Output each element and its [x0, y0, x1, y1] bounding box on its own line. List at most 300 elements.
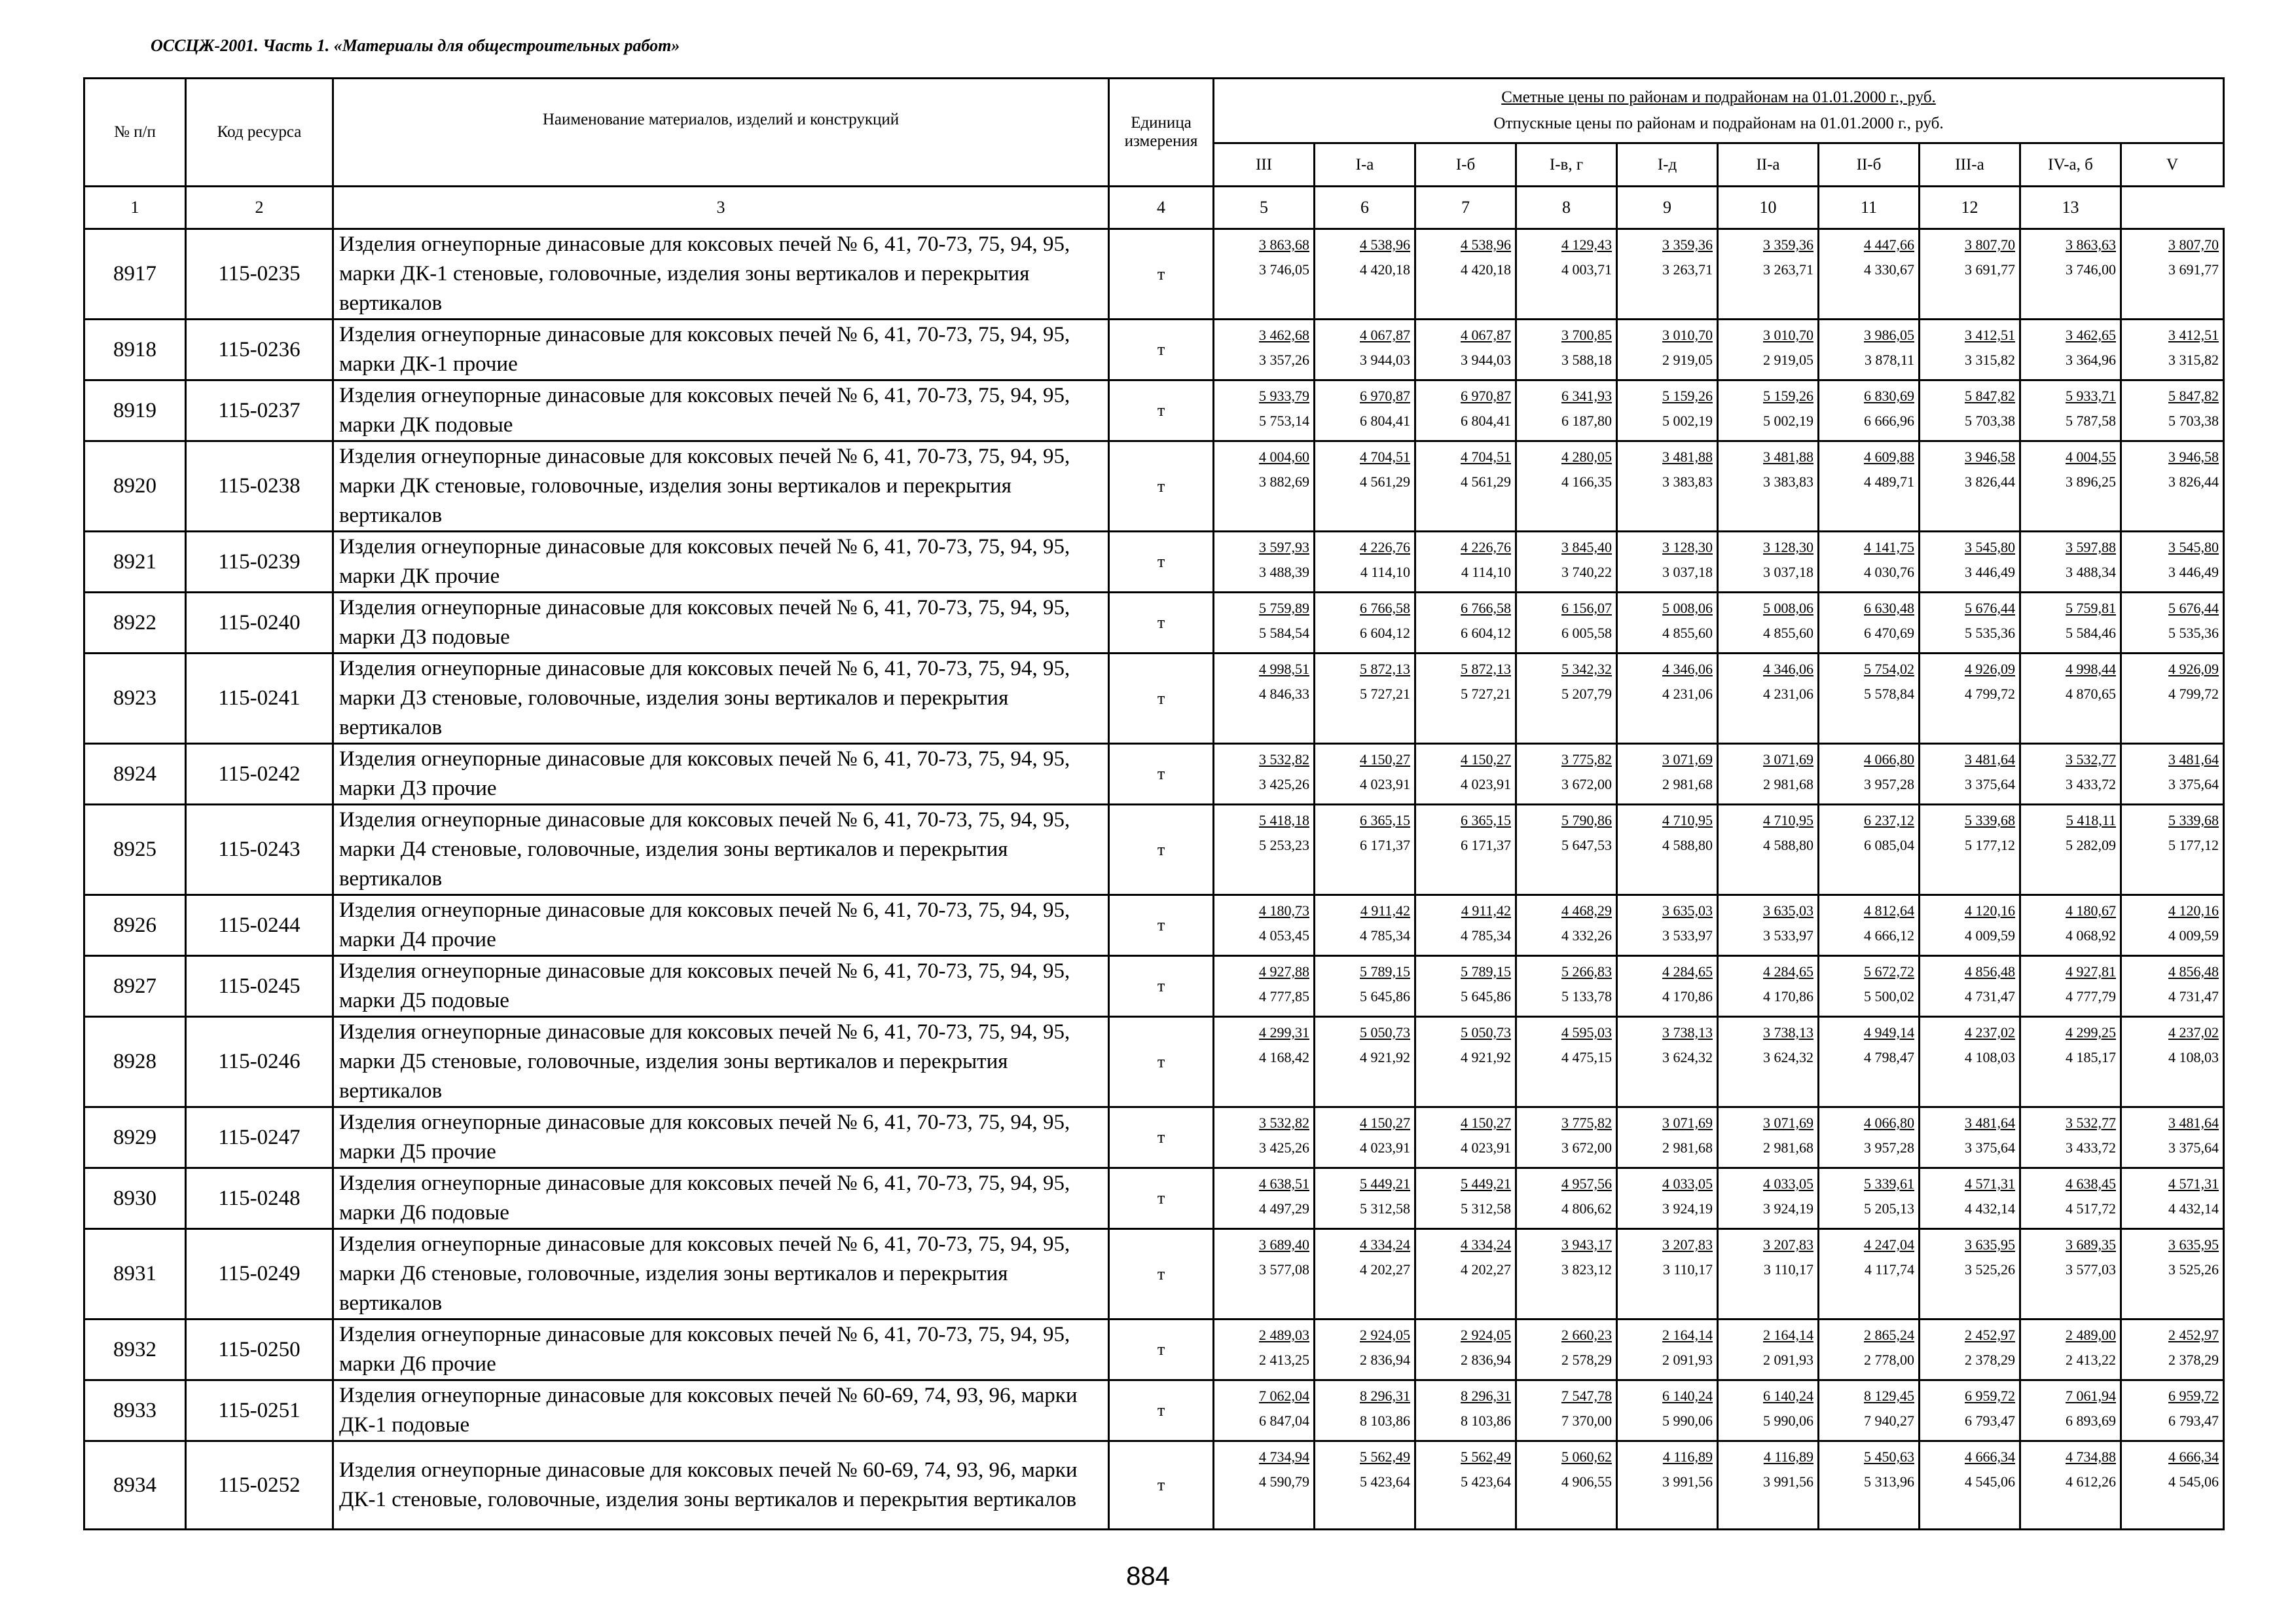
release-price: 4 432,14 [1965, 1200, 2015, 1217]
estimate-price: 3 689,35 [2066, 1236, 2116, 1253]
price-cell [1214, 1441, 1315, 1530]
estimate-price: 5 790,86 [1561, 812, 1612, 828]
region-header: I-а [1315, 143, 1415, 187]
estimate-price: 4 734,94 [1259, 1449, 1309, 1465]
row-number: 8918 [84, 320, 186, 380]
estimate-price: 4 120,16 [2168, 902, 2219, 919]
release-price: 4 202,27 [1461, 1261, 1511, 1278]
price-cell [1819, 1441, 1920, 1530]
price-cell [1214, 320, 1315, 380]
estimate-price: 4 812,64 [1864, 902, 1914, 919]
row-number: 8920 [84, 441, 186, 532]
estimate-price: 6 630,48 [1864, 600, 1914, 616]
estimate-price: 5 759,81 [2066, 600, 2116, 616]
release-price: 5 002,19 [1662, 413, 1713, 429]
release-price: 3 488,39 [1259, 564, 1309, 580]
release-price: 5 423,64 [1461, 1473, 1511, 1490]
release-price: 3 746,05 [1259, 261, 1309, 278]
price-cell [1920, 1168, 2020, 1229]
release-price: 5 313,96 [1864, 1473, 1914, 1490]
release-price: 4 003,71 [1561, 261, 1612, 278]
price-cell [1516, 532, 1617, 593]
estimate-price: 4 150,27 [1360, 751, 1410, 767]
table-row [84, 1168, 2224, 1229]
price-cell [1214, 805, 1315, 895]
price-cell [1718, 229, 1819, 320]
release-price: 2 578,29 [1561, 1352, 1612, 1368]
price-table [83, 77, 2225, 1530]
price-cell [1819, 956, 1920, 1017]
col-header-code: Код ресурса [186, 79, 333, 187]
estimate-price: 4 141,75 [1864, 539, 1914, 555]
price-cell [1516, 805, 1617, 895]
estimate-price: 5 050,73 [1461, 1024, 1511, 1041]
price-cell [1415, 956, 1516, 1017]
release-price: 2 378,29 [1965, 1352, 2015, 1368]
price-cell [1718, 654, 1819, 744]
price-cell [1819, 1017, 1920, 1107]
release-price: 2 836,94 [1360, 1352, 1410, 1368]
column-number: 6 [1315, 187, 1415, 229]
price-cell [1516, 654, 1617, 744]
release-price: 6 171,37 [1360, 837, 1410, 853]
release-price: 4 870,65 [2066, 686, 2116, 702]
release-price: 5 727,21 [1461, 686, 1511, 702]
release-price: 2 413,25 [1259, 1352, 1309, 1368]
price-cell [1617, 1229, 1718, 1320]
table-row [84, 380, 2224, 441]
price-cell [1920, 895, 2020, 956]
document-header: ОССЦЖ-2001. Часть 1. «Материалы для общестроительных работ» [151, 36, 680, 55]
price-cell [1718, 441, 1819, 532]
release-price: 4 114,10 [1360, 564, 1410, 580]
release-price: 2 919,05 [1662, 352, 1713, 368]
table-row [84, 805, 2224, 895]
price-cell [1415, 744, 1516, 805]
price-cell [1718, 956, 1819, 1017]
release-price: 3 896,25 [2066, 473, 2116, 490]
release-price: 4 330,67 [1864, 261, 1914, 278]
row-number: 8930 [84, 1168, 186, 1229]
estimate-price: 4 998,51 [1259, 661, 1309, 677]
price-cell [1315, 1168, 1415, 1229]
release-price: 5 647,53 [1561, 837, 1612, 853]
price-cell [2020, 593, 2121, 654]
estimate-price: 3 597,93 [1259, 539, 1309, 555]
unit: т [1109, 1017, 1214, 1107]
price-cell [1516, 1380, 1617, 1441]
price-cell [1214, 1320, 1315, 1380]
estimate-price: 4 704,51 [1360, 449, 1410, 465]
estimate-price: 2 452,97 [1965, 1327, 2015, 1343]
estimate-price: 3 462,68 [1259, 327, 1309, 343]
release-price: 3 425,26 [1259, 776, 1309, 792]
release-price: 5 703,38 [1965, 413, 2015, 429]
unit: т [1109, 654, 1214, 744]
release-price: 3 263,71 [1763, 261, 1813, 278]
release-price: 3 957,28 [1864, 776, 1914, 792]
price-cell [1214, 744, 1315, 805]
estimate-price: 4 237,02 [2168, 1024, 2219, 1041]
release-price: 6 793,47 [1965, 1412, 2015, 1429]
region-header: I-в, г [1516, 143, 1617, 187]
price-cell [2121, 895, 2224, 956]
release-price: 3 364,96 [2066, 352, 2116, 368]
price-cell [1214, 441, 1315, 532]
price-cell [2020, 380, 2121, 441]
estimate-price: 5 847,82 [2168, 388, 2219, 404]
price-cell [1516, 1017, 1617, 1107]
release-price: 5 312,58 [1461, 1200, 1511, 1217]
release-price: 6 847,04 [1259, 1412, 1309, 1429]
estimate-price: 4 538,96 [1461, 236, 1511, 253]
price-cell [1415, 654, 1516, 744]
release-price: 4 170,86 [1763, 988, 1813, 1005]
release-price: 5 500,02 [1864, 988, 1914, 1005]
estimate-price: 4 284,65 [1763, 963, 1813, 980]
price-cell [2020, 895, 2121, 956]
release-price: 6 171,37 [1461, 837, 1511, 853]
price-cell [1920, 441, 2020, 532]
estimate-price: 5 754,02 [1864, 661, 1914, 677]
price-cell [1920, 1441, 2020, 1530]
material-name: Изделия огнеупорные динасовые для коксовых печей № 6, 41, 70-73, 75, 94, 95, марки ДК прочие [333, 532, 1109, 593]
price-cell [2020, 1168, 2121, 1229]
page-number: 884 [1126, 1562, 1170, 1591]
estimate-price: 3 943,17 [1561, 1236, 1612, 1253]
estimate-price: 3 863,63 [2066, 236, 2116, 253]
price-cell [1415, 532, 1516, 593]
price-cell [1315, 532, 1415, 593]
estimate-price: 4 120,16 [1965, 902, 2015, 919]
estimate-price: 4 998,44 [2066, 661, 2116, 677]
unit: т [1109, 441, 1214, 532]
estimate-price: 4 004,60 [1259, 449, 1309, 465]
release-price: 5 584,46 [2066, 625, 2116, 641]
price-cell [1516, 1320, 1617, 1380]
release-price: 6 604,12 [1360, 625, 1410, 641]
estimate-price: 7 062,04 [1259, 1388, 1309, 1404]
estimate-price: 3 946,58 [1965, 449, 2015, 465]
price-cell [1718, 1380, 1819, 1441]
estimate-price: 5 789,15 [1360, 963, 1410, 980]
estimate-price: 6 156,07 [1561, 600, 1612, 616]
row-number: 8919 [84, 380, 186, 441]
price-cell [2121, 229, 2224, 320]
price-cell [1415, 1107, 1516, 1168]
release-price: 4 855,60 [1763, 625, 1813, 641]
estimate-price: 4 284,65 [1662, 963, 1713, 980]
price-cell [1617, 441, 1718, 532]
price-cell [1516, 956, 1617, 1017]
estimate-price: 3 412,51 [2168, 327, 2219, 343]
table-row [84, 744, 2224, 805]
price-cell [1617, 532, 1718, 593]
price-cell [1819, 441, 1920, 532]
release-price: 8 103,86 [1461, 1412, 1511, 1429]
release-price: 6 804,41 [1461, 413, 1511, 429]
price-cell [2020, 441, 2121, 532]
price-cell [2020, 1107, 2121, 1168]
price-cell [2020, 956, 2121, 1017]
material-name: Изделия огнеупорные динасовые для коксовых печей № 6, 41, 70-73, 75, 94, 95, марки Д6 прочие [333, 1320, 1109, 1380]
estimate-price: 3 545,80 [1965, 539, 2015, 555]
estimate-price: 4 595,03 [1561, 1024, 1612, 1041]
estimate-price: 3 207,83 [1763, 1236, 1813, 1253]
estimate-price: 4 666,34 [1965, 1449, 2015, 1465]
estimate-price: 4 334,24 [1360, 1236, 1410, 1253]
release-price: 7 370,00 [1561, 1412, 1612, 1429]
estimate-price: 3 700,85 [1561, 327, 1612, 343]
price-cell [1819, 1320, 1920, 1380]
release-price: 4 170,86 [1662, 988, 1713, 1005]
estimate-price: 3 545,80 [2168, 539, 2219, 555]
release-price: 3 944,03 [1360, 352, 1410, 368]
price-cell [2121, 744, 2224, 805]
table-row [84, 1320, 2224, 1380]
estimate-price: 8 129,45 [1864, 1388, 1914, 1404]
price-cell [1617, 380, 1718, 441]
release-price: 4 475,15 [1561, 1049, 1612, 1065]
column-number: 4 [1109, 187, 1214, 229]
price-cell [1920, 956, 2020, 1017]
price-cell [1617, 593, 1718, 654]
estimate-price: 4 856,48 [2168, 963, 2219, 980]
release-price: 3 375,64 [2168, 1139, 2219, 1156]
price-cell [1819, 1380, 1920, 1441]
column-number: 7 [1415, 187, 1516, 229]
estimate-price: 4 447,66 [1864, 236, 1914, 253]
column-number: 13 [2020, 187, 2121, 229]
estimate-price: 4 710,95 [1662, 812, 1713, 828]
price-cell [1617, 1380, 1718, 1441]
column-number: 9 [1617, 187, 1718, 229]
column-number: 5 [1214, 187, 1315, 229]
estimate-price: 4 004,55 [2066, 449, 2116, 465]
estimate-price: 3 845,40 [1561, 539, 1612, 555]
release-price: 2 091,93 [1662, 1352, 1713, 1368]
price-cell [1214, 532, 1315, 593]
price-cell [1315, 744, 1415, 805]
table-row [84, 532, 2224, 593]
unit: т [1109, 1107, 1214, 1168]
estimate-price: 4 926,09 [2168, 661, 2219, 677]
release-price: 4 806,62 [1561, 1200, 1612, 1217]
material-name: Изделия огнеупорные динасовые для коксовых печей № 6, 41, 70-73, 75, 94, 95, марки ДК-1 стеновые, головочные, изделия зоны вертикалов и перекрытия вертикалов [333, 229, 1109, 320]
release-price: 4 489,71 [1864, 473, 1914, 490]
release-price: 4 231,06 [1763, 686, 1813, 702]
price-cell [1920, 1320, 2020, 1380]
estimate-price: 3 635,95 [2168, 1236, 2219, 1253]
release-price: 5 990,06 [1763, 1412, 1813, 1429]
release-price: 4 921,92 [1461, 1049, 1511, 1065]
price-cell [1415, 895, 1516, 956]
unit: т [1109, 744, 1214, 805]
release-price: 5 282,09 [2066, 837, 2116, 853]
price-cell [1617, 805, 1718, 895]
price-cell [1819, 895, 1920, 956]
estimate-price: 2 452,97 [2168, 1327, 2219, 1343]
release-price: 5 703,38 [2168, 413, 2219, 429]
estimate-price: 3 481,88 [1763, 449, 1813, 465]
price-cell [2020, 805, 2121, 895]
row-number: 8917 [84, 229, 186, 320]
material-name: Изделия огнеупорные динасовые для коксовых печей № 6, 41, 70-73, 75, 94, 95, марки ДЗ стеновые, головочные, изделия зоны вертикалов и перекрытия вертикалов [333, 654, 1109, 744]
release-price: 2 981,68 [1662, 1139, 1713, 1156]
release-price: 5 002,19 [1763, 413, 1813, 429]
release-price: 2 981,68 [1763, 1139, 1813, 1156]
release-price: 4 921,92 [1360, 1049, 1410, 1065]
unit: т [1109, 1229, 1214, 1320]
estimate-price: 4 150,27 [1360, 1115, 1410, 1131]
release-price: 4 117,74 [1864, 1261, 1914, 1278]
release-price: 3 446,49 [1965, 564, 2015, 580]
estimate-price: 6 140,24 [1662, 1388, 1713, 1404]
release-price: 5 645,86 [1461, 988, 1511, 1005]
estimate-price: 5 008,06 [1662, 600, 1713, 616]
column-number: 12 [1920, 187, 2020, 229]
estimate-price: 5 418,18 [1259, 812, 1309, 828]
release-price: 4 846,33 [1259, 686, 1309, 702]
table-row [84, 1229, 2224, 1320]
estimate-price: 3 071,69 [1763, 1115, 1813, 1131]
estimate-price: 5 789,15 [1461, 963, 1511, 980]
price-cell [1315, 1107, 1415, 1168]
price-cell [1920, 1229, 2020, 1320]
release-price: 4 009,59 [2168, 927, 2219, 944]
release-price: 3 263,71 [1662, 261, 1713, 278]
table-row [84, 1441, 2224, 1530]
estimate-price: 4 226,76 [1461, 539, 1511, 555]
estimate-price: 5 676,44 [1965, 600, 2015, 616]
estimate-price: 4 299,31 [1259, 1024, 1309, 1041]
estimate-price: 3 863,68 [1259, 236, 1309, 253]
material-name: Изделия огнеупорные динасовые для коксовых печей № 6, 41, 70-73, 75, 94, 95, марки Д4 стеновые, головочные, изделия зоны вертикалов и перекрытия вертикалов [333, 805, 1109, 895]
estimate-price: 2 660,23 [1561, 1327, 1612, 1343]
region-header: V [2121, 143, 2224, 187]
release-price: 6 893,69 [2066, 1412, 2116, 1429]
estimate-price: 2 924,05 [1360, 1327, 1410, 1343]
estimate-price: 4 911,42 [1360, 902, 1410, 919]
estimate-price: 4 704,51 [1461, 449, 1511, 465]
release-price: 4 332,26 [1561, 927, 1612, 944]
release-price: 3 525,26 [2168, 1261, 2219, 1278]
price-cell [1315, 1017, 1415, 1107]
release-price: 4 777,79 [2066, 988, 2116, 1005]
release-price: 4 799,72 [2168, 686, 2219, 702]
estimate-price: 5 449,21 [1360, 1175, 1410, 1192]
estimate-price: 5 759,89 [1259, 600, 1309, 616]
price-cell [1819, 744, 1920, 805]
price-cell [1315, 229, 1415, 320]
estimate-price: 7 061,94 [2066, 1388, 2116, 1404]
estimate-price: 4 067,87 [1461, 327, 1511, 343]
release-price: 4 588,80 [1763, 837, 1813, 853]
estimate-price: 5 933,79 [1259, 388, 1309, 404]
estimate-price: 4 067,87 [1360, 327, 1410, 343]
material-name: Изделия огнеупорные динасовые для коксовых печей № 60-69, 74, 93, 96, марки ДК-1 подовые [333, 1380, 1109, 1441]
unit: т [1109, 1441, 1214, 1530]
row-number: 8929 [84, 1107, 186, 1168]
release-price: 5 133,78 [1561, 988, 1612, 1005]
resource-code: 115-0245 [186, 956, 333, 1017]
release-price: 4 906,55 [1561, 1473, 1612, 1490]
price-cell [1920, 744, 2020, 805]
row-number: 8927 [84, 956, 186, 1017]
release-price: 2 778,00 [1864, 1352, 1914, 1368]
unit: т [1109, 229, 1214, 320]
release-price: 8 103,86 [1360, 1412, 1410, 1429]
price-cell [1718, 1168, 1819, 1229]
price-cell [1315, 1441, 1415, 1530]
price-cell [2020, 1380, 2121, 1441]
release-price: 3 525,26 [1965, 1261, 2015, 1278]
price-cell [1214, 1107, 1315, 1168]
price-cell [2020, 1441, 2121, 1530]
estimate-price: 8 296,31 [1360, 1388, 1410, 1404]
price-cell [1718, 1107, 1819, 1168]
column-number: 2 [186, 187, 333, 229]
price-cell [1718, 805, 1819, 895]
resource-code: 115-0247 [186, 1107, 333, 1168]
release-price: 3 878,11 [1864, 352, 1914, 368]
estimate-price: 4 571,31 [2168, 1175, 2219, 1192]
row-number: 8932 [84, 1320, 186, 1380]
price-cell [1516, 229, 1617, 320]
release-price: 3 624,32 [1763, 1049, 1813, 1065]
release-price: 3 746,00 [2066, 261, 2116, 278]
price-cell [1617, 744, 1718, 805]
release-price: 5 578,84 [1864, 686, 1914, 702]
price-cell [1920, 532, 2020, 593]
release-price: 3 375,64 [2168, 776, 2219, 792]
release-price: 6 793,47 [2168, 1412, 2219, 1429]
release-price: 6 005,58 [1561, 625, 1612, 641]
estimate-price: 4 957,56 [1561, 1175, 1612, 1192]
prices-title-estimate: Сметные цены по районам и подрайонам на 01.01.2000 г., руб. [1501, 88, 1936, 106]
price-cell [2020, 532, 2121, 593]
price-cell [1617, 1320, 1718, 1380]
resource-code: 115-0248 [186, 1168, 333, 1229]
estimate-price: 3 128,30 [1662, 539, 1713, 555]
price-cell [1214, 1380, 1315, 1441]
release-price: 3 624,32 [1662, 1049, 1713, 1065]
row-number: 8923 [84, 654, 186, 744]
release-price: 6 804,41 [1360, 413, 1410, 429]
resource-code: 115-0239 [186, 532, 333, 593]
resource-code: 115-0244 [186, 895, 333, 956]
release-price: 3 588,18 [1561, 352, 1612, 368]
price-cell [1315, 805, 1415, 895]
release-price: 3 991,56 [1763, 1473, 1813, 1490]
price-cell [1516, 744, 1617, 805]
price-cell [1819, 805, 1920, 895]
estimate-price: 3 481,64 [2168, 1115, 2219, 1131]
release-price: 3 924,19 [1662, 1200, 1713, 1217]
row-number: 8925 [84, 805, 186, 895]
release-price: 6 470,69 [1864, 625, 1914, 641]
release-price: 3 691,77 [1965, 261, 2015, 278]
estimate-price: 4 949,14 [1864, 1024, 1914, 1041]
unit: т [1109, 380, 1214, 441]
price-cell [1920, 380, 2020, 441]
price-cell [1718, 380, 1819, 441]
release-price: 5 535,36 [1965, 625, 2015, 641]
price-cell [1415, 1320, 1516, 1380]
estimate-price: 5 562,49 [1360, 1449, 1410, 1465]
estimate-price: 5 933,71 [2066, 388, 2116, 404]
release-price: 4 545,06 [2168, 1473, 2219, 1490]
